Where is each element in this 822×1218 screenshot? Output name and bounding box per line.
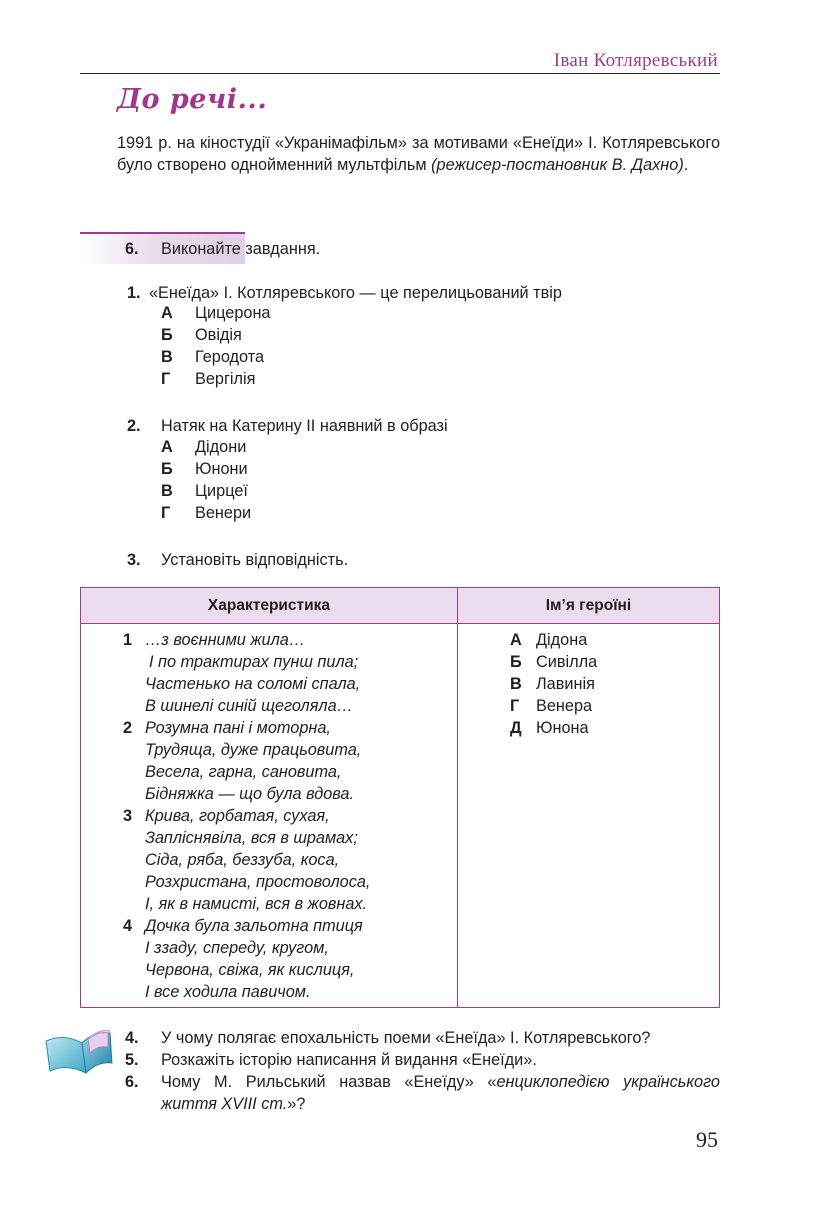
page-number: 95 bbox=[696, 1127, 718, 1152]
verse-line: Трудяща, дуже працьовита, bbox=[145, 741, 362, 759]
heroine-name: Венера bbox=[536, 697, 593, 715]
heroine-name: Юнона bbox=[536, 719, 589, 737]
stanza-2 bbox=[123, 717, 370, 805]
verse-line: В шинелі синій щеголяла… bbox=[145, 697, 353, 715]
stanza-number: 1 bbox=[123, 631, 133, 649]
verse-line: Весела, гарна, сановита, bbox=[145, 763, 342, 781]
question-6-text bbox=[161, 1071, 720, 1115]
note-paragraph bbox=[117, 132, 720, 176]
question-6-number: 6. bbox=[125, 1073, 139, 1091]
question-4-text: У чому полягає епохальність поеми «Енеїда» І. Котляревського? bbox=[161, 1029, 651, 1047]
question-1-text: «Енеїда» І. Котляревського — це перелицьований твір bbox=[149, 284, 562, 302]
question-5-number: 5. bbox=[125, 1051, 139, 1069]
note-text-end: . bbox=[683, 156, 689, 174]
question-6-text-end: »? bbox=[287, 1095, 306, 1113]
question-2-text: Натяк на Катерину ІІ наявний в образі bbox=[161, 417, 448, 435]
open-book-icon bbox=[44, 1027, 116, 1084]
note-heading: До речі... bbox=[117, 84, 268, 115]
verse-line: Крива, горбатая, сухая, bbox=[145, 807, 330, 825]
q1-option-b-text: Овідія bbox=[195, 326, 242, 344]
q1-option-v-letter: В bbox=[161, 348, 173, 366]
question-6 bbox=[125, 1071, 720, 1115]
verse-line: Розхристана, простоволоса, bbox=[145, 873, 371, 891]
q2-option-b-letter: Б bbox=[161, 460, 173, 478]
heroine-v bbox=[510, 673, 597, 695]
q1-option-b-letter: Б bbox=[161, 326, 173, 344]
heroine-d bbox=[510, 717, 597, 739]
verse-line: І по трактирах пунш пила; bbox=[149, 653, 359, 671]
note-text: 1991 р. на кіностудії «Укранімафільм» за мотивами «Енеїди» І. Котляревського було створено однойменний мультфільм bbox=[117, 134, 720, 174]
verse-line: Бідняжка — що була вдова. bbox=[145, 785, 355, 803]
verse-line: Сіда, ряба, беззуба, коса, bbox=[145, 851, 340, 869]
question-6-text-plain: Чому М. Рильський назвав «Енеїду» « bbox=[161, 1073, 497, 1091]
heroine-letter: В bbox=[510, 675, 522, 693]
q2-option-b-text: Юнони bbox=[195, 460, 248, 478]
verse-line: Розумна пані і моторна, bbox=[145, 719, 331, 737]
verse-line: Запліснявіла, вся в шрамах; bbox=[145, 829, 358, 847]
stanza-number: 2 bbox=[123, 719, 133, 737]
heroine-h bbox=[510, 695, 597, 717]
table-column-divider bbox=[457, 588, 458, 1007]
verse-line: Дочка була зальотна птиця bbox=[145, 917, 363, 935]
stanza-number: 3 bbox=[123, 807, 133, 825]
question-4 bbox=[125, 1027, 720, 1049]
verse-line: …з воєнними жила… bbox=[145, 631, 306, 649]
question-5 bbox=[125, 1049, 720, 1071]
verse-line: Червона, свіжа, як кислиця, bbox=[145, 961, 355, 979]
q1-option-v-text: Геродота bbox=[195, 348, 265, 366]
heroine-name: Сивілла bbox=[536, 653, 598, 671]
verse-line: І, як в намисті, вся в жовнах. bbox=[145, 895, 368, 913]
q2-option-h-text: Венери bbox=[195, 504, 252, 522]
characteristics-column bbox=[123, 629, 370, 1003]
question-3-text: Установіть відповідність. bbox=[161, 551, 349, 569]
verse-line: І все ходила павичом. bbox=[145, 983, 311, 1001]
table-header-heroine-name: Ім’я героїні bbox=[545, 597, 632, 614]
heroine-letter: Б bbox=[510, 653, 522, 671]
task-number: 6. bbox=[125, 240, 139, 258]
note-text-italic: (режисер-постановник В. Дахно) bbox=[431, 156, 684, 174]
header-rule bbox=[80, 73, 720, 74]
heroine-a bbox=[510, 629, 597, 651]
stanza-3 bbox=[123, 805, 370, 915]
question-5-text: Розкажіть історію написання й видання «Енеїди». bbox=[161, 1051, 537, 1069]
q1-option-a-letter: А bbox=[161, 304, 173, 322]
final-questions bbox=[125, 1027, 720, 1115]
question-6-text-italic: енциклопедією українського життя XVIII ст. bbox=[161, 1073, 720, 1113]
running-header-author: Іван Котляревський bbox=[553, 50, 718, 71]
verse-line: Частенько на соломі спала, bbox=[145, 675, 361, 693]
q2-option-a-letter: А bbox=[161, 438, 173, 456]
q2-option-v-letter: В bbox=[161, 482, 173, 500]
q2-option-h-letter: Г bbox=[161, 504, 171, 522]
question-2-number: 2. bbox=[127, 417, 141, 435]
q2-option-a-text: Дідони bbox=[195, 438, 247, 456]
stanza-number: 4 bbox=[123, 917, 133, 935]
heroine-name: Лавинія bbox=[536, 675, 595, 693]
task-label-bar-rule bbox=[80, 232, 245, 234]
heroine-b bbox=[510, 651, 597, 673]
table-header-characteristic: Характеристика bbox=[207, 597, 331, 614]
question-1-number: 1. bbox=[127, 284, 141, 302]
heroines-column bbox=[510, 629, 597, 739]
matching-table bbox=[80, 587, 720, 1008]
question-3-number: 3. bbox=[127, 551, 141, 569]
heroine-name: Дідона bbox=[536, 631, 588, 649]
stanza-1 bbox=[123, 629, 370, 717]
q2-option-v-text: Цирцеї bbox=[195, 482, 248, 500]
task-label: Виконайте завдання. bbox=[161, 240, 321, 258]
q1-option-h-letter: Г bbox=[161, 370, 171, 388]
question-4-number: 4. bbox=[125, 1029, 139, 1047]
q1-option-h-text: Вергілія bbox=[195, 370, 256, 388]
heroine-letter: Д bbox=[510, 719, 522, 737]
heroine-letter: Г bbox=[510, 697, 520, 715]
heroine-letter: А bbox=[510, 631, 522, 649]
verse-line: І ззаду, спереду, кругом, bbox=[145, 939, 329, 957]
stanza-4 bbox=[123, 915, 370, 1003]
q1-option-a-text: Цицерона bbox=[195, 304, 271, 322]
